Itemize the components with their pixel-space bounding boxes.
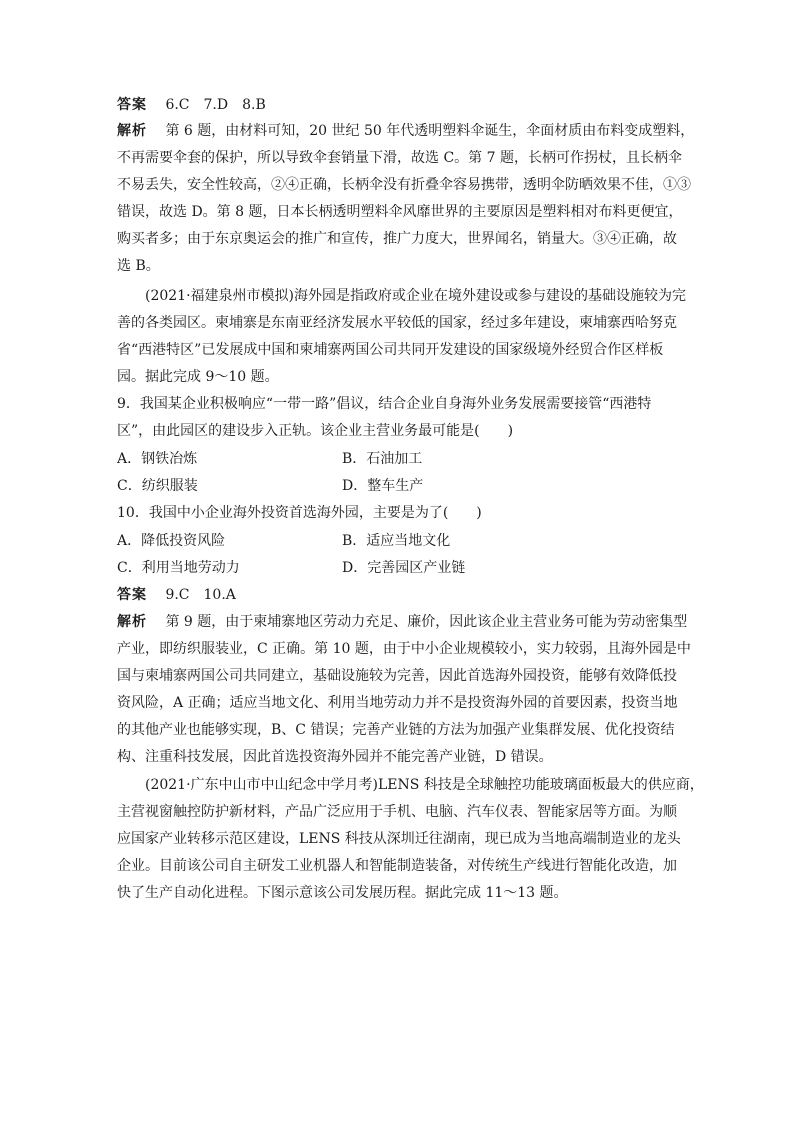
analysis-text: 第 6 题，由材料可知，20 世纪 50 年代透明塑料伞诞生，伞面材质由布料变成塑料， xyxy=(165,123,695,139)
passage-line: 省“西港特区”已发展成中国和柬埔寨两国公司共同开发建设的国家级境外经贸合作区样板 xyxy=(117,342,664,358)
option-9d: D．整车生产 xyxy=(342,478,424,494)
answer-label: 答案 xyxy=(117,97,147,113)
option-9a: A．钢铁冶炼 xyxy=(117,451,198,467)
analysis-line: 资风险，A 正确；适应当地文化、利用当地劳动力并不是投资海外园的首要因素，投资当地 xyxy=(117,695,678,711)
option-10a: A．降低投资风险 xyxy=(117,533,226,549)
option-9c: C．纺织服装 xyxy=(117,478,198,494)
analysis-line: 构、注重科技发展，因此首选投资海外园并不能完善产业链，D 错误。 xyxy=(117,749,553,765)
analysis-label: 解析 xyxy=(117,614,147,630)
analysis-text: 第 9 题，由于柬埔寨地区劳动力充足、廉价，因此该企业主营业务可能为劳动密集型 xyxy=(165,614,688,630)
passage-line: (2021·福建泉州市模拟)海外园是指政府或企业在境外建设或参与建设的基础设施较为完 xyxy=(145,288,687,304)
analysis-line: 不再需要伞套的保护，所以导致伞套销量下滑，故选 C。第 7 题，长柄可作拐杖，且长柄伞 xyxy=(117,150,682,166)
analysis-line: 选 B。 xyxy=(117,258,160,274)
analysis-line: 购买者多；由于东京奥运会的推广和宣传，推广力度大，世界闻名，销量大。③④正确，故 xyxy=(117,231,677,247)
passage-line: 园。据此完成 9～10 题。 xyxy=(117,369,279,385)
answer-label: 答案 xyxy=(117,587,147,603)
analysis-line: 错误，故选 D。第 8 题，日本长柄透明塑料伞风靡世界的主要原因是塑料相对布料更便宜， xyxy=(117,204,683,220)
analysis-line: 的其他产业也能够实现，B、C 错误；完善产业链的方法为加强产业集群发展、优化投资结 xyxy=(117,722,675,738)
analysis-line xyxy=(117,121,695,141)
answer-text: 6.C 7.D 8.B xyxy=(165,97,266,113)
answer-line-1 xyxy=(117,95,677,115)
passage-line: 企业。目前该公司自主研发工业机器人和智能制造装备，对传统生产线进行智能化改造，加 xyxy=(117,858,677,874)
question-10-stem: 10．我国中小企业海外投资首选海外园，主要是为了( ) xyxy=(117,505,482,521)
answer-line-2 xyxy=(117,585,677,605)
passage-line: 主营视窗触控防护新材料，产品广泛应用于手机、电脑、汽车仪表、智能家居等方面。为顺 xyxy=(117,804,677,820)
analysis-label: 解析 xyxy=(117,123,147,139)
answer-text: 9.C 10.A xyxy=(165,587,236,603)
analysis-line: 产业，即纺织服装业，C 正确。第 10 题，由于中小企业规模较小，实力较弱，且海外园是中 xyxy=(117,641,691,657)
passage-line: (2021·广东中山市中山纪念中学月考)LENS 科技是全球触控功能玻璃面板最大的供应商， xyxy=(145,777,704,793)
question-9-stem: 9．我国某企业积极响应“一带一路”倡议，结合企业自身海外业务发展需要接管“西港特 xyxy=(117,396,652,412)
option-9b: B．石油加工 xyxy=(342,451,423,467)
analysis-line: 国与柬埔寨两国公司共同建立，基础设施较为完善，因此首选海外园投资，能够有效降低投 xyxy=(117,668,677,684)
option-10b: B．适应当地文化 xyxy=(342,533,451,549)
analysis-line: 不易丢失，安全性较高，②④正确，长柄伞没有折叠伞容易携带，透明伞防晒效果不佳，①③ xyxy=(117,177,691,193)
option-10d: D．完善园区产业链 xyxy=(342,560,466,576)
passage-line: 善的各类园区。柬埔寨是东南亚经济发展水平较低的国家，经过多年建设，柬埔寨西哈努克 xyxy=(117,315,677,331)
question-9-stem: 区”，由此园区的建设步入正轨。该企业主营业务最可能是( ) xyxy=(117,423,514,439)
analysis-line xyxy=(117,612,688,632)
passage-line: 应国家产业转移示范区建设，LENS 科技从深圳迁往湖南，现已成为当地高端制造业的龙头 xyxy=(117,831,681,847)
passage-line: 快了生产自动化进程。下图示意该公司发展历程。据此完成 11～13 题。 xyxy=(117,885,568,901)
option-10c: C．利用当地劳动力 xyxy=(117,560,240,576)
